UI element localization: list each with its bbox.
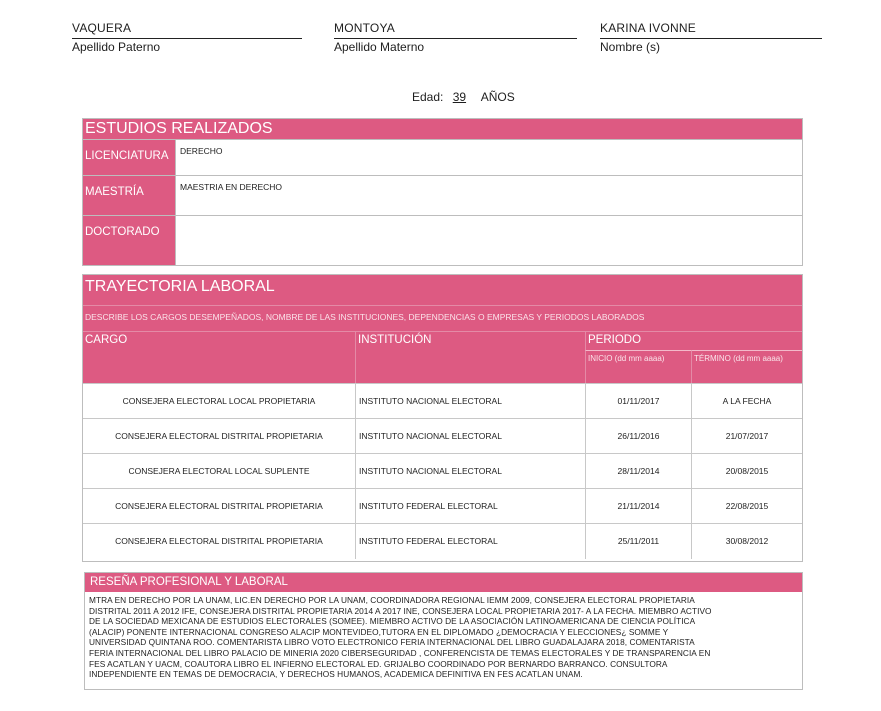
cell-institucion: INSTITUTO NACIONAL ELECTORAL [355,419,585,454]
cell-institucion: INSTITUTO FEDERAL ELECTORAL [355,489,585,524]
cell-cargo: CONSEJERA ELECTORAL LOCAL SUPLENTE [128,466,310,476]
resena-text [85,592,802,680]
apellido-paterno-field [72,20,302,54]
cell-termino: 22/08/2015 [691,489,802,524]
nombre-caption: Nombre (s) [600,40,661,54]
nombre-value: KARINA IVONNE [600,21,696,35]
edad-value: 39 [452,90,467,104]
estudios-title: ESTUDIOS REALIZADOS [83,119,802,139]
resena-line: INDEPENDIENTE EN TEMAS DE DEMOCRACIA, Y DERECHOS HUMANOS, ACADEMICA DEFINITIVA EN FES ACATLAN UNAM. [89,669,583,680]
cell-institucion: INSTITUTO NACIONAL ELECTORAL [355,384,585,419]
resena-section [84,572,803,690]
col-header-termino: TÉRMINO (dd mm aaaa) [691,350,802,384]
trayectoria-table-body [83,383,802,558]
cell-inicio: 21/11/2014 [585,489,691,524]
cell-inicio: 01/11/2017 [585,384,691,419]
nombre-field [600,20,822,54]
nombre-underline [600,38,822,39]
cell-inicio: 28/11/2014 [585,454,691,489]
col-header-institucion: INSTITUCIÓN [355,332,585,384]
resena-line: DE LA SOCIEDAD MEXICANA DE ESTUDIOS ELECTORALES (SOMEE). MIEMBRO ACTIVO DE LA ASOCIACIÓN LATINOAMERICANA DE CIENCIA POLÍTICA [89,616,696,627]
resena-line: MTRA EN DERECHO POR LA UNAM, LIC.EN DERECHO POR LA UNAM, COORDINADORA REGIONAL IEMM 2009, CONSEJERA ELECTORAL PROPIETARIA [89,595,695,605]
apellido-paterno-value: VAQUERA [72,21,132,35]
cell-cargo: CONSEJERA ELECTORAL DISTRITAL PROPIETARIA [115,501,323,511]
apellido-paterno-caption: Apellido Paterno [72,40,161,54]
cell-termino: 30/08/2012 [691,524,802,559]
cell-termino: A LA FECHA [691,384,802,419]
licenciatura-label: LICENCIATURA [83,140,175,175]
cell-inicio: 26/11/2016 [585,419,691,454]
resena-line: DISTRITAL 2011 A 2012 IFE, CONSEJERA DISTRITAL PROPIETARIA 2014 A 2017 INE, CONSEJERA LOCAL PROPIETARIA 2017- A LA FECHA. MIEMBRO ACTIVO [89,605,712,616]
resena-line: FES ACATLAN Y UACM, COAUTORA LIBRO EL INFIERNO ELECTORAL ED. GRIJALBO COORDINADO POR BERNARDO BARRANCO. CONSULTORA [89,658,668,669]
apellido-materno-underline [334,38,577,39]
cell-institucion: INSTITUTO FEDERAL ELECTORAL [355,524,585,559]
licenciatura-value: DERECHO [175,140,802,175]
table-row [83,418,802,453]
estudios-row-maestria [83,175,802,215]
apellido-materno-field [334,20,577,54]
apellido-materno-value: MONTOYA [334,21,395,35]
estudios-row-doctorado [83,215,802,265]
estudios-section [82,118,803,266]
cell-termino: 21/07/2017 [691,419,802,454]
trayectoria-section [82,274,803,562]
table-row [83,523,802,558]
col-header-periodo: PERIODO [585,332,802,350]
doctorado-label: DOCTORADO [83,216,175,265]
edad-unit: AÑOS [480,90,515,104]
maestria-value: MAESTRIA EN DERECHO [175,176,802,215]
resena-line: UNIVERSIDAD QUINTANA ROO. COMENTARISTA LIBRO VOTO ELECTRONICO FERIA INTERNACIONAL DEL LIBRO GUADALAJARA 2018, COMENTARISTA [89,637,695,648]
maestria-label: MAESTRÍA [83,176,175,215]
table-row [83,383,802,418]
table-row [83,453,802,488]
col-header-inicio: INICIO (dd mm aaaa) [585,350,691,384]
cell-cargo: CONSEJERA ELECTORAL LOCAL PROPIETARIA [122,396,316,406]
resena-line: (ALACIP) PONENTE INTERNACIONAL CONGRESO ALACIP MONTEVIDEO,TUTORA EN EL DIPLOMADO ¿DEMOCRACIA Y ELECCIONES¿ SOMME Y [89,626,669,637]
apellido-materno-caption: Apellido Materno [334,40,425,54]
cell-cargo: CONSEJERA ELECTORAL DISTRITAL PROPIETARIA [115,536,323,546]
col-header-cargo: CARGO [85,334,128,346]
cell-inicio: 25/11/2011 [585,524,691,559]
cell-cargo: CONSEJERA ELECTORAL DISTRITAL PROPIETARIA [115,431,323,441]
estudios-row-licenciatura [83,139,802,175]
name-header [72,20,832,60]
cell-termino: 20/08/2015 [691,454,802,489]
edad-line [412,90,515,104]
trayectoria-table-header [83,331,802,383]
trayectoria-description: DESCRIBE LOS CARGOS DESEMPEÑADOS, NOMBRE DE LAS INSTITUCIONES, DEPENDENCIAS O EMPRESAS Y PERIODOS LABORADOS [83,305,802,331]
resena-line: FERIA INTERNACIONAL DEL LIBRO PALACIO DE MINERIA 2020 CIBERSEGURIDAD , CONFERENCISTA DE TEMAS ELECTORALES Y DE TRANSPARENCIA EN [89,647,711,658]
table-row [83,488,802,523]
trayectoria-title: TRAYECTORIA LABORAL [83,275,802,305]
cell-institucion: INSTITUTO NACIONAL ELECTORAL [355,454,585,489]
apellido-paterno-underline [72,38,302,39]
doctorado-value [175,216,802,265]
resena-title: RESEÑA PROFESIONAL Y LABORAL [85,573,802,592]
edad-label: Edad: [412,90,444,104]
